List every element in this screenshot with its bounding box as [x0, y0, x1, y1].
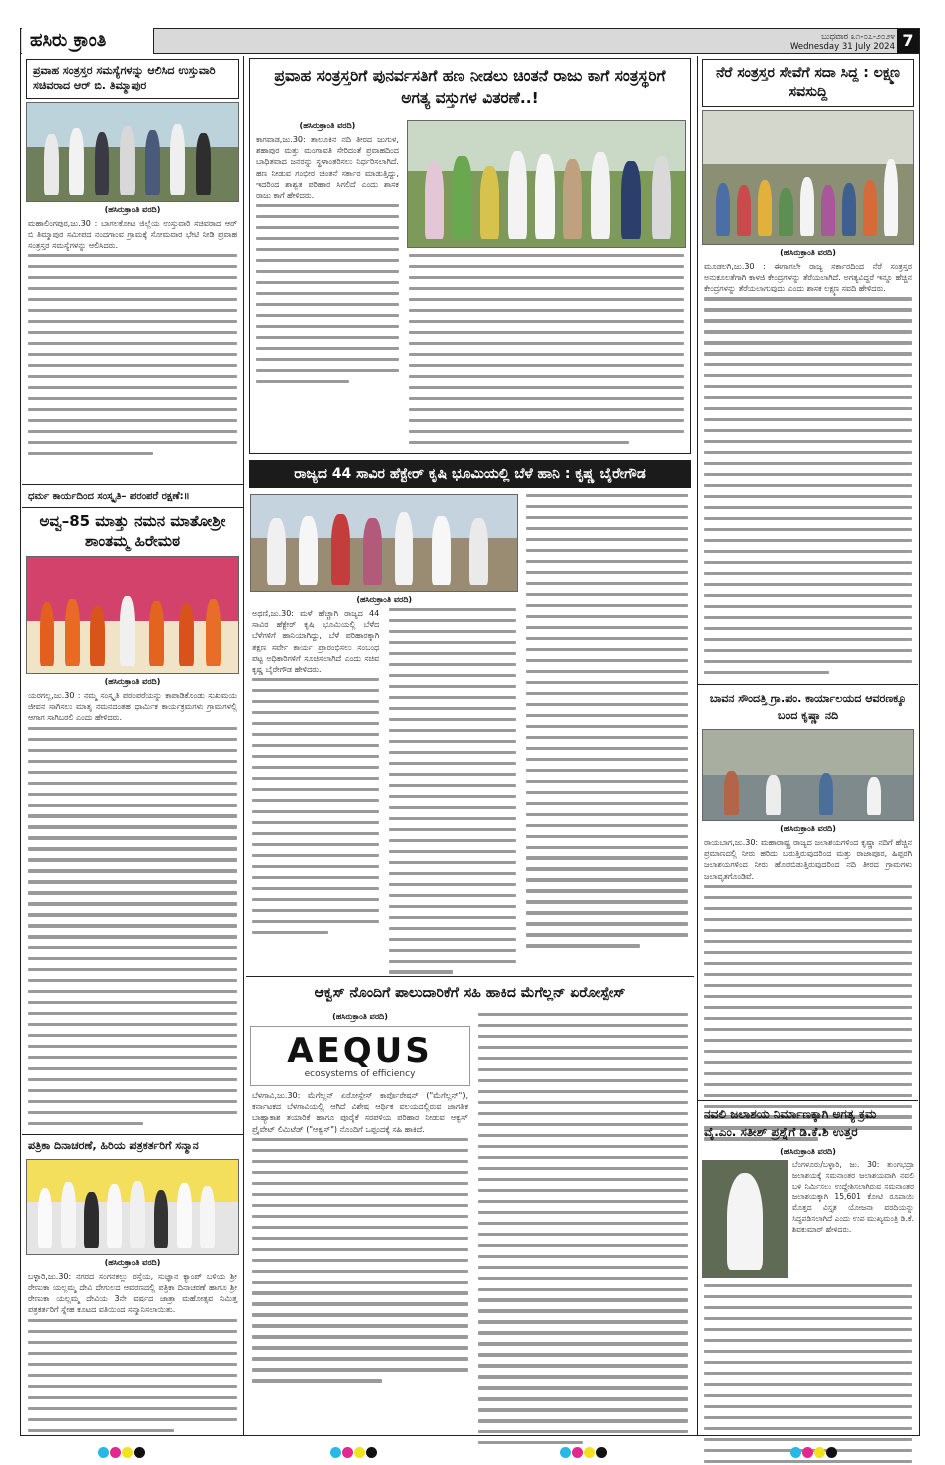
- credit: (ಹಸಿರುಕ್ರಾಂತಿ ವರದಿ): [780, 247, 836, 257]
- article-lead: ಬೆಂಗಳೂರು/ಬಳ್ಳಾರಿ, ಜು. 30: ತುಂಗಭದ್ರಾ ಜಲಾಶಯಕ್ಕೆ ಸಮನಾಂತರ ಜಲಾಶಯವಾಗಿ ನವಲಿ ಬಳಿ ನಿರ್ಮಿಸಲು ಉದ್ದೇಶಿಸಲಾಗಿರುವ ಸಮನಾಂತರ ಜಲಾಶಯಕ್ಕಾಗಿ 15,601 ಕೋಟಿ ರೂಪಾಯಿ ಮೊತ್ತದ ವಿಸ್ತೃತ ಯೋಜನಾ ವರದಿಯನ್ನು ಸಿದ್ಧಪಡಿಸಲಾಗಿದೆ ಎಂದು ಉಪ ಮುಖ್ಯಮಂತ್ರಿ ಡಿ.ಕೆ. ಶಿವಕುಮಾರ್ ಹೇಳಿದರು.: [792, 1160, 914, 1234]
- article-lead: ಕಾಗವಾಡ,ಜು.30: ತಾಲೂಕಿನ ನದಿ ತೀರದ ಜುಗುಳ, ಶಹಾಪುರ ಮತ್ತು ಮಂಗಾವತಿ ಸೇರಿದಂತೆ ಪ್ರವಾಹದಿಂದ ಬಾಧಿತವಾದ ಜನರನ್ನು ಸ್ಥಳಾಂತರಿಸಲು ನಿರ್ಧರಿಸಲಾಗಿದೆ. ಹಣ ನೀಡುವ ಗಂಭೀರ ಚಿಂತನೆ ಸರ್ಕಾರ ಮಾಡುತ್ತಿದ್ದು, ಇದರಿಂದ ಶಾಶ್ವತ ಪರಿಹಾರ ಸಿಗಲಿದೆ ಎಂದು ಶಾಸಕ ರಾಜು ಕಾಗೆ ಹೇಳಿದರು.: [256, 134, 399, 200]
- headline: ರಾಜ್ಯದ 44 ಸಾವಿರ ಹೆಕ್ಟೇರ್ ಕೃಷಿ ಭೂಮಿಯಲ್ಲಿ ಬೆಳೆ ಹಾನಿ : ಕೃಷ್ಣ ಬೈರೇಗೌಡ: [249, 460, 691, 488]
- headline: ಪತ್ರಿಕಾ ದಿನಾಚರಣೆ, ಹಿರಿಯ ಪತ್ರಕರ್ತರಿಗೆ ಸನ್ಮಾನ: [28, 1139, 199, 1152]
- article-body-2: [409, 254, 684, 444]
- photo-relief-distribution: [407, 120, 686, 248]
- headline: ನೆರೆ ಸಂತ್ರಸ್ತರ ಸೇವೆಗೆ ಸದಾ ಸಿದ್ದ : ಲಕ್ಷ್ಮಣ ಸವಸುದ್ದಿ: [702, 59, 914, 107]
- article-body: [28, 1319, 237, 1432]
- magenta-dot: [342, 1447, 353, 1458]
- article-lead: ಯರಗಲ್ಲ,ಜು.30 : ನಮ್ಮ ಸಂಸ್ಕೃತಿ ಪರಂಪರೆಯನ್ನು ಕಾಪಾಡಿಕೊಂಡು ಸುಖಮಯ ಜೀವನ ಸಾಗಿಸಲು ಮಾತೃ ನಮನದಂತಹ ಧಾರ್ಮಿಕ ಕಾರ್ಯಕ್ರಮಗಳು ಗ್ರಾಮಗಳಲ್ಲಿ ಆಗಾಗ ಸಾಗಿಬರಲಿ ಎಂದು ಹೇಳಿದರು.: [28, 691, 237, 723]
- story-patrika-dina: [22, 1136, 243, 1439]
- article-body: [252, 1138, 468, 1383]
- article-lead: ಅಥಣಿ,ಜು.30: ಮಳೆ ಹೆಚ್ಚಾಗಿ ರಾಜ್ಯದ 44 ಸಾವಿರ ಹೆಕ್ಟೇರ್ ಕೃಷಿ ಭೂಮಿಯಲ್ಲಿ ಬೆಳೆದ ಬೆಳೆಗಳಿಗೆ ಹಾನಿಯಾಗಿದ್ದು, ಬೆಳೆ ಪರಿಹಾರಕ್ಕಾಗಿ ತಕ್ಷಣ ಸರ್ವೇ ಕಾರ್ಯ ಪ್ರಾರಂಭಿಸಲು ಸಂಬಂಧ ಪಟ್ಟ ಅಧಿಕಾರಿಗಳಿಗೆ ಸೂಚಿಸಲಾಗಿದೆ ಎಂದು ಸಚಿವ ಕೃಷ್ಣ ಬೈರೇಗೌಡ ಹೇಳಿದರು.: [252, 609, 380, 675]
- magenta-dot: [572, 1447, 583, 1458]
- logo-tagline: ecosystems of efficiency: [304, 1068, 416, 1079]
- registration-marks-left: [98, 1447, 145, 1459]
- article-body-3: [526, 494, 688, 948]
- black-dot: [826, 1447, 837, 1458]
- kicker: ಧರ್ಮ ಕಾರ್ಯದಿಂದ ಸಂಸ್ಕೃತಿ– ಪರಂಪರೆ ರಕ್ಷಣೆ:॥: [28, 491, 190, 502]
- brand-box: [22, 28, 154, 54]
- credit: (ಹಸಿರುಕ್ರಾಂತಿ ವರದಿ): [104, 1257, 161, 1267]
- credit: (ಹಸಿರುಕ್ರಾಂತಿ ವರದಿ): [356, 595, 413, 604]
- photo-dk-shivakumar: [702, 1160, 788, 1278]
- right-column: [697, 56, 918, 1436]
- credit: (ಹಸಿರುಕ್ರಾಂತಿ ವರದಿ): [299, 120, 356, 130]
- photo-flood-visit: [26, 102, 239, 202]
- article-lead: ಬೆಳಗಾವಿ,ಜು.30: ಮೆಗೆಲ್ಲನ್ ಏರೋಸ್ಪೇಸ್ ಕಾರ್ಪೊರೇಷನ್ ("ಮೆಗೆಲ್ಲನ್"), ಕರ್ನಾಟಕದ ಬೆಳಗಾವಿಯಲ್ಲಿ ಆಗಿದೆ ವಿಶೇಷ ಆರ್ಥಿಕ ವಲಯದಲ್ಲಿರುವ ಜಾಗತಿಕ ಬಾಹ್ಯಾಕಾಶ ತಯಾರಿಕೆ ಹಾಗೂ ಪೂರೈಕೆ ಸರಪಳಿಯ ಪರಿಹಾರ ನೀಡುವ ಆಕ್ವಸ್ ಪ್ರೈವೇಟ್ ಲಿಮಿಟೆಡ್ ("ಆಕ್ವಸ್") ನೊಂದಿಗೆ ಒಪ್ಪಂದಕ್ಕೆ ಸಹಿ ಹಾಕಿದೆ.: [252, 1090, 468, 1134]
- logo-word: AEQUS: [287, 1030, 433, 1071]
- article-body-2: [478, 1013, 688, 1445]
- left-column: [22, 56, 244, 1436]
- cyan-dot: [790, 1447, 801, 1458]
- cyan-dot: [98, 1447, 109, 1458]
- photo-avva-stage: [26, 556, 239, 674]
- headline: ಆಕ್ವಸ್ ನೊಂದಿಗೆ ಪಾಲುದಾರಿಕೆಗೆ ಸಹಿ ಹಾಕಿದ ಮೆಗೆಲ್ಲನ್ ಏರೋಸ್ಪೇಸ್: [314, 985, 626, 1001]
- headline: ನವಲಿ ಜಲಾಶಯ ನಿರ್ಮಾಣಕ್ಕಾಗಿ ಅಗತ್ಯ ಕ್ರಮ ವೈ.ಎಂ. ಸತೀಶ್ ಪ್ರಶ್ನೆಗೆ ಡಿ.ಕೆ.ಶಿ ಉತ್ತರ: [704, 1107, 877, 1139]
- black-dot: [366, 1447, 377, 1458]
- magenta-dot: [110, 1447, 121, 1458]
- photo-journalists-felicitation: [26, 1159, 239, 1255]
- headline: ಪ್ರವಾಹ ಸಂತ್ರಸ್ತರಿಗೆ ಪುನರ್ವಸತಿಗೆ ಹಣ ನೀಡಲು ಚಿಂತನೆ ರಾಜು ಕಾಗೆ ಸಂತ್ರಸ್ಥರಿಗೆ ಅಗತ್ಯ ವಸ್ತುಗಳ ವಿತರಣೆ..!: [274, 67, 666, 108]
- story-byregowda: [246, 460, 694, 981]
- article-lead: ಬಳ್ಳಾರಿ,ಜು.30: ನಗರದ ಸಂಗನಕಲ್ಲು ರಸ್ತೆಯ, ಸುಜ್ಞಾನ ಕ್ಯಾಂಪ್ ಬಳಿಯ ಶ್ರೀ ರೇಣುಕಾ ಯಲ್ಲಮ್ಮ ದೇವಿ ದೇಗುಲದ ಆವರಣದಲ್ಲಿ ಪತ್ರಿಕಾ ದಿನಾಚರಣೆ ಹಾಗೂ ಶ್ರೀ ರೇಣುಕಾ ಯಲ್ಲಮ್ಮ ದೇವಿಯ 3ನೇ ವರ್ಷದ ಜಾತ್ರಾ ಮಹೋತ್ಸವ ನಿಮಿತ್ತ ಪತ್ರಕರ್ತರಿಗೆ ಸ್ನೇಹ ಕೂಟದ ವತಿಯಿಂದ ಸನ್ಮಾನಿಸಲಾಯಿತು.: [28, 1271, 237, 1315]
- article-body: [28, 254, 237, 455]
- yellow-dot: [354, 1447, 365, 1458]
- photo-flooded-office: [702, 729, 914, 821]
- yellow-dot: [584, 1447, 595, 1458]
- story-aequs: [246, 978, 694, 1452]
- article-body: [704, 297, 912, 674]
- story-tmmapur: [22, 56, 243, 463]
- dateline: [790, 32, 895, 52]
- registration-marks-center-left: [330, 1447, 377, 1459]
- credit: (ಹಸಿರುಕ್ರಾಂತಿ ವರದಿ): [332, 1011, 388, 1021]
- magenta-dot: [802, 1447, 813, 1458]
- article-body: [28, 727, 237, 1126]
- article-body-2: [389, 608, 516, 974]
- cyan-dot: [330, 1447, 341, 1458]
- paper-name: ಹಸಿರು ಕ್ರಾಂತಿ: [30, 30, 107, 51]
- yellow-dot: [122, 1447, 133, 1458]
- page-number: 7: [897, 29, 919, 53]
- story-raju-kage: [249, 58, 691, 454]
- article-body: [252, 678, 379, 934]
- black-dot: [596, 1447, 607, 1458]
- date-kannada: ಬುಧವಾರ ೩೧-೦೭-೨೦೨೪: [821, 32, 895, 42]
- article-body: [256, 204, 399, 383]
- headline: ಅವ್ವ–85 ಮಾತ್ತು ನಮನ ಮಾತೋಶ್ರೀ ಶಾಂತಮ್ಮ ಹಿರೇಮಠ: [22, 507, 243, 555]
- registration-marks-right: [790, 1447, 837, 1459]
- story-krishna-river: [698, 688, 918, 1148]
- aequs-logo: [250, 1026, 470, 1086]
- credit: (ಹಸಿರುಕ್ರಾಂತಿ ವರದಿ): [780, 824, 836, 833]
- masthead: [20, 28, 920, 54]
- photo-relief-camp: [702, 110, 914, 245]
- black-dot: [134, 1447, 145, 1458]
- cyan-dot: [560, 1447, 571, 1458]
- credit: (ಹಸಿರುಕ್ರಾಂತಿ ವರದಿ): [780, 1147, 836, 1156]
- article-lead: ಮಹಾಲಿಂಗಪುರ,ಜು.30 : ಬಾಗಲಕೋಟ ಜಿಲ್ಲೆಯ ಉಸ್ತುವಾರಿ ಸಚಿವರಾದ ಆರ್ ಬಿ ತಿಮ್ಮಾಪುರ ಸಮೀಪದ ನಂದಗಾಂವ ಗ್ರಾಮಕ್ಕೆ ಸೋಮವಾರ ಭೇಟಿ ನೀಡಿ ಪ್ರವಾಹ ಸಂತ್ರಸ್ತರ ಸಮಸ್ಯೆಗಳನ್ನು ಆಲಿಸಿದರು.: [28, 218, 237, 251]
- yellow-dot: [814, 1447, 825, 1458]
- headline: ಪ್ರವಾಹ ಸಂತ್ರಸ್ತರ ಸಮಸ್ಯೆಗಳನ್ನು ಆಲಿಸಿದ ಉಸ್ತುವಾರಿ ಸಚಿವರಾದ ಆರ್ ಬಿ. ತಿಮ್ಮಾಪುರ: [26, 59, 239, 99]
- article-body: [704, 1284, 912, 1465]
- photo-minister-bridge: [250, 494, 518, 592]
- headline: ಬಾವನ ಸೌಂದತ್ತಿ ಗ್ರಾ.ಪಂ. ಕಾರ್ಯಾಲಯದ ಆವರಣಕ್ಕೂ ಬಂದ ಕೃಷ್ಣಾ ನದಿ: [709, 692, 907, 722]
- article-lead: ರಾಯಬಾಗ,ಜು.30: ಮಹಾರಾಷ್ಟ್ರ ರಾಜ್ಯದ ಜಲಾಶಯಗಳಿಂದ ಕೃಷ್ಣಾ ನದಿಗೆ ಹೆಚ್ಚಿನ ಪ್ರಮಾಣದಲ್ಲಿ ನೀರು ಹರಿದು ಬರುತ್ತಿರುವುದರಿಂದ ಮತ್ತು ರಾಜಾಪೂರ, ಹಿಪ್ಪರಗಿ ಜಲಾಶಯಗಳಿಂದ ನೀರು ಹೊರಬಿಡುತ್ತಿರುವುದರಿಂದ ನದಿ ತೀರದ ಗ್ರಾಮಗಳು ಜಲಾವೃತಗೊಂಡಿವೆ.: [704, 838, 912, 881]
- article-lead: ಮೂಡಲಗಿ,ಜು.30 : ಈಗಾಗಲೇ ರಾಜ್ಯ ಸರ್ಕಾರದಿಂದ ನೆರೆ ಸಂತ್ರಸ್ತರ ಅನುಕೂಲತೆಗಾಗಿ ಕಾಳಜಿ ಕೇಂದ್ರಗಳನ್ನು ತೆರೆಯಲಾಗಿದೆ. ಅಗತ್ಯವಿದ್ದರೆ ಇನ್ನೂ ಹೆಚ್ಚಿನ ಕೇಂದ್ರಗಳನ್ನು ತೆರೆಯಲಾಗುವುದು ಎಂದು ಶಾಸಕ ಲಕ್ಷ್ಮಣ ಸವದಿ ಹೇಳಿದರು.: [704, 261, 912, 294]
- date-english: Wednesday 31 July 2024: [789, 42, 895, 52]
- registration-marks-center-right: [560, 1447, 607, 1459]
- middle-column: [246, 56, 694, 1436]
- story-navali-dam: [698, 1102, 918, 1465]
- story-avva85: [22, 487, 243, 1133]
- story-savadi: [698, 56, 918, 682]
- credit: (ಹಸಿರುಕ್ರಾಂತಿ ವರದಿ): [104, 204, 161, 214]
- credit: (ಹಸಿರುಕ್ರಾಂತಿ ವರದಿ): [104, 677, 161, 686]
